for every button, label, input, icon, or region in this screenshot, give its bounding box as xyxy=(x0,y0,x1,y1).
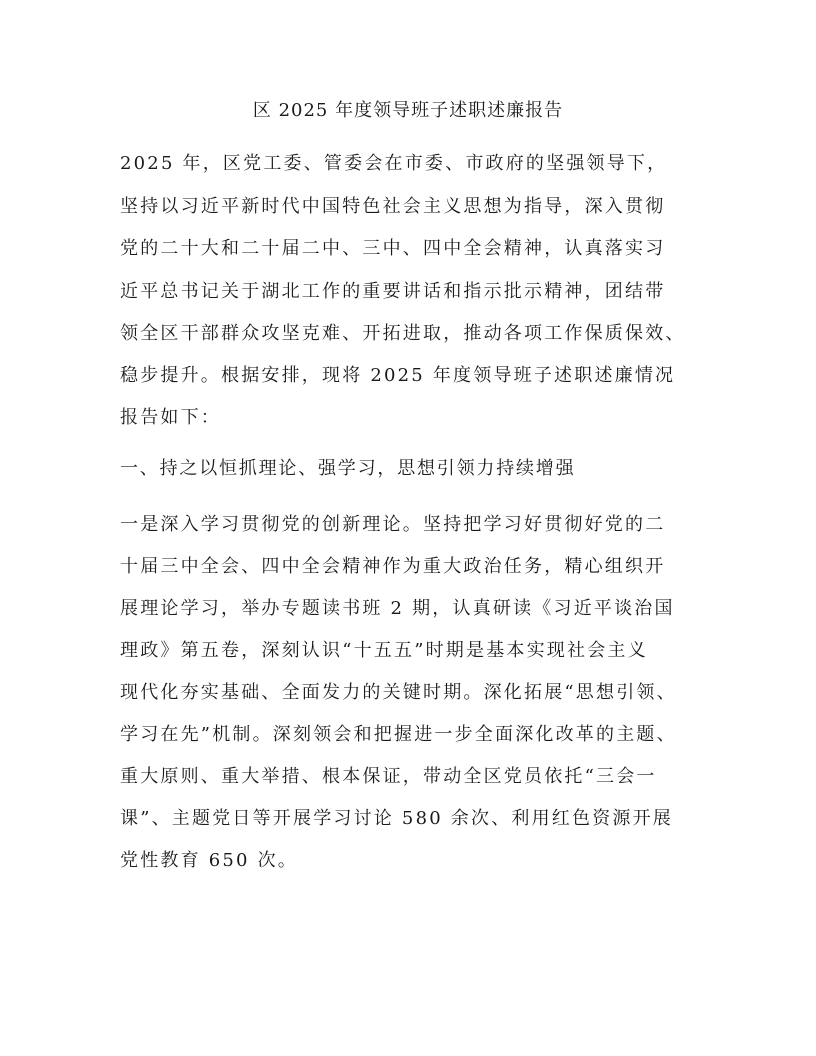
body-line: 学习在先”机制。深刻领会和把握进一步全面深化改革的主题、 xyxy=(120,724,677,745)
intro-line: 坚持以习近平新时代中国特色社会主义思想为指导，深入贯彻 xyxy=(120,196,666,217)
body-line: 重大原则、重大举措、根本保证，带动全区党员依托“三会一 xyxy=(120,766,657,787)
intro-line: 2025 年，区党工委、管委会在市委、市政府的坚强领导下， xyxy=(120,153,668,174)
body-line: 党性教育 650 次。 xyxy=(120,850,298,871)
body-line: 现代化夯实基础、全面发力的关键时期。深化拓展“思想引领、 xyxy=(120,682,677,703)
body-line: 一是深入学习贯彻党的创新理论。坚持把学习好贯彻好党的二 xyxy=(120,514,666,535)
body-line: 十届三中全会、四中全会精神作为重大政治任务，精心组织开 xyxy=(120,556,666,577)
intro-line: 稳步提升。根据安排，现将 2025 年度领导班子述职述廉情况 xyxy=(120,365,676,386)
intro-line: 党的二十大和二十届二中、三中、四中全会精神，认真落实习 xyxy=(120,238,666,259)
body-line: 课”、主题党日等开展学习讨论 580 余次、利用红色资源开展 xyxy=(120,808,673,829)
body-line: 展理论学习，举办专题读书班 2 期，认真研读《习近平谈治国 xyxy=(120,598,675,619)
body-line: 理政》第五卷，深刻认识“十五五”时期是基本实现社会主义 xyxy=(120,640,648,661)
section-heading: 一、持之以恒抓理论、强学习，思想引领力持续增强 xyxy=(120,458,576,479)
intro-line: 领全区干部群众攻坚克难、开拓进取，推动各项工作保质保效、 xyxy=(120,323,686,344)
intro-line: 近平总书记关于湖北工作的重要讲话和指示批示精神，团结带 xyxy=(120,281,666,302)
document-title: 区 2025 年度领导班子述职述廉报告 xyxy=(252,100,564,121)
intro-line: 报告如下： xyxy=(120,407,221,428)
